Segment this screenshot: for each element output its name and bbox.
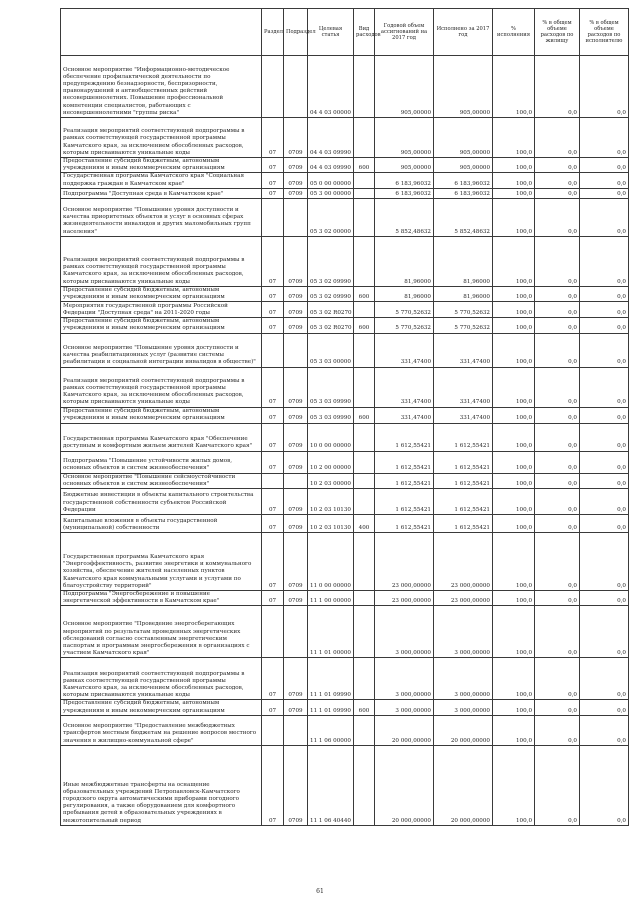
row-expense-type-cell — [354, 658, 375, 700]
row-share-executor-cell: 0,0 — [580, 236, 629, 286]
row-podrazdel-cell: 0709 — [284, 591, 308, 606]
row-expense-type-cell — [354, 56, 375, 118]
row-share-total-cell: 0,0 — [535, 407, 580, 423]
row-razdel-cell — [262, 198, 284, 236]
row-share-executor-cell: 0,0 — [580, 515, 629, 533]
row-name-cell: Предоставление субсидий бюджетным, автономным учреждениям и иным некоммерческим организациям — [61, 286, 262, 301]
row-plan-cell: 6 183,96032 — [375, 173, 434, 188]
row-plan-cell: 905,00000 — [375, 118, 434, 158]
row-target-article-cell: 10 2 00 00000 — [308, 451, 354, 473]
row-target-article-cell: 11 1 01 09990 — [308, 700, 354, 715]
row-name-cell: Основное мероприятие "Предоставление межбюджетных трансфертов местным бюджетам на решение вопросов местного значения в жилищно-коммунальной сфере" — [61, 715, 262, 745]
row-share-executor-cell: 0,0 — [580, 700, 629, 715]
table-row — [61, 56, 629, 118]
row-podrazdel-cell: 0709 — [284, 700, 308, 715]
row-share-total-cell: 0,0 — [535, 286, 580, 301]
row-percent-cell: 100,0 — [493, 367, 535, 407]
row-executed-cell: 3 000,00000 — [434, 658, 493, 700]
row-expense-type-cell: 400 — [354, 515, 375, 533]
row-plan-cell: 3 000,00000 — [375, 700, 434, 715]
row-target-article-cell: 11 1 06 40440 — [308, 745, 354, 825]
row-plan-cell: 6 183,96032 — [375, 188, 434, 198]
row-percent-cell: 100,0 — [493, 198, 535, 236]
row-razdel-cell: 07 — [262, 318, 284, 333]
row-podrazdel-cell: 0709 — [284, 302, 308, 318]
row-percent-cell: 100,0 — [493, 173, 535, 188]
row-share-executor-cell: 0,0 — [580, 715, 629, 745]
row-name-cell: Подпрограмма "Доступная среда в Камчатском крае" — [61, 188, 262, 198]
row-plan-cell: 905,00000 — [375, 158, 434, 173]
row-share-total-cell: 0,0 — [535, 606, 580, 658]
row-share-total-cell: 0,0 — [535, 515, 580, 533]
row-podrazdel-cell: 0709 — [284, 407, 308, 423]
row-share-executor-cell: 0,0 — [580, 118, 629, 158]
row-plan-cell: 81,96000 — [375, 286, 434, 301]
row-razdel-cell: 07 — [262, 407, 284, 423]
row-expense-type-cell — [354, 173, 375, 188]
row-target-article-cell: 10 0 00 00000 — [308, 423, 354, 451]
row-podrazdel-cell: 0709 — [284, 451, 308, 473]
row-expense-type-cell — [354, 533, 375, 591]
row-podrazdel-cell — [284, 473, 308, 488]
row-percent-cell: 100,0 — [493, 423, 535, 451]
row-razdel-cell: 07 — [262, 423, 284, 451]
row-share-total-cell: 0,0 — [535, 715, 580, 745]
row-share-total-cell: 0,0 — [535, 533, 580, 591]
row-percent-cell: 100,0 — [493, 407, 535, 423]
header-razdel: Раздел — [262, 9, 284, 56]
table-row — [61, 515, 629, 533]
row-plan-cell: 5 770,52632 — [375, 318, 434, 333]
row-razdel-cell: 07 — [262, 236, 284, 286]
row-percent-cell: 100,0 — [493, 658, 535, 700]
row-target-article-cell: 11 1 01 09990 — [308, 658, 354, 700]
row-razdel-cell: 07 — [262, 533, 284, 591]
row-executed-cell: 5 852,48632 — [434, 198, 493, 236]
row-share-total-cell: 0,0 — [535, 473, 580, 488]
row-name-cell: Основное мероприятие "Повышение уровня доступности и качества реабилитационных услуг (развитие системы реабилитации и социальной интеграции инвалидов в обществе)" — [61, 333, 262, 367]
row-razdel-cell: 07 — [262, 745, 284, 825]
row-plan-cell: 1 612,55421 — [375, 515, 434, 533]
row-target-article-cell: 10 2 03 00000 — [308, 473, 354, 488]
row-target-article-cell: 10 2 03 10130 — [308, 515, 354, 533]
row-name-cell: Предоставление субсидий бюджетным, автономным учреждениям и иным некоммерческим организациям — [61, 158, 262, 173]
row-podrazdel-cell: 0709 — [284, 118, 308, 158]
table-row — [61, 302, 629, 318]
row-podrazdel-cell: 0709 — [284, 173, 308, 188]
row-executed-cell: 3 000,00000 — [434, 700, 493, 715]
row-share-executor-cell: 0,0 — [580, 56, 629, 118]
row-plan-cell: 1 612,55421 — [375, 473, 434, 488]
row-share-total-cell: 0,0 — [535, 56, 580, 118]
row-name-cell: Мероприятия государственной программы Российской Федерации "Доступная среда" на 2011-2020 годы — [61, 302, 262, 318]
row-executed-cell: 81,96000 — [434, 236, 493, 286]
row-podrazdel-cell — [284, 606, 308, 658]
table-row — [61, 333, 629, 367]
row-name-cell: Реализация мероприятий соответствующей подпрограммы в рамках соответствующей государственной программы Камчатского края, за исключением обособленных расходов, которым присваиваются уникальные коды — [61, 367, 262, 407]
row-share-total-cell: 0,0 — [535, 173, 580, 188]
row-share-executor-cell: 0,0 — [580, 302, 629, 318]
row-name-cell: Государственная программа Камчатского края "Обеспечение доступным и комфортным жильем жителей Камчатского края" — [61, 423, 262, 451]
header-target-article: Целевая статья — [308, 9, 354, 56]
row-name-cell: Основное мероприятие "Повышение уровня доступности и качества приоритетных объектов и услуг в основных сферах жизнедеятельности инвалидов и других маломобильных групп населения" — [61, 198, 262, 236]
row-podrazdel-cell: 0709 — [284, 533, 308, 591]
row-plan-cell: 1 612,55421 — [375, 451, 434, 473]
row-share-total-cell: 0,0 — [535, 451, 580, 473]
row-executed-cell: 331,47400 — [434, 333, 493, 367]
row-podrazdel-cell: 0709 — [284, 286, 308, 301]
row-name-cell: Подпрограмма "Энергосбережение и повышение энергетической эффективности в Камчатском крае" — [61, 591, 262, 606]
row-expense-type-cell — [354, 198, 375, 236]
header-annual-plan: Годовой объем ассигнований на 2017 год — [375, 9, 434, 56]
row-expense-type-cell — [354, 591, 375, 606]
row-name-cell: Предоставление субсидий бюджетным, автономным учреждениям и иным некоммерческим организациям — [61, 407, 262, 423]
row-share-executor-cell: 0,0 — [580, 658, 629, 700]
row-share-total-cell: 0,0 — [535, 367, 580, 407]
row-percent-cell: 100,0 — [493, 286, 535, 301]
row-razdel-cell: 07 — [262, 591, 284, 606]
row-name-cell: Капитальные вложения в объекты государственной (муниципальной) собственности — [61, 515, 262, 533]
row-share-total-cell: 0,0 — [535, 158, 580, 173]
row-share-executor-cell: 0,0 — [580, 407, 629, 423]
row-target-article-cell: 05 3 02 09990 — [308, 236, 354, 286]
row-podrazdel-cell: 0709 — [284, 188, 308, 198]
row-target-article-cell: 05 3 02 R0270 — [308, 318, 354, 333]
row-share-total-cell: 0,0 — [535, 302, 580, 318]
row-share-executor-cell: 0,0 — [580, 606, 629, 658]
table-row — [61, 591, 629, 606]
row-podrazdel-cell: 0709 — [284, 236, 308, 286]
row-percent-cell: 100,0 — [493, 333, 535, 367]
row-expense-type-cell: 600 — [354, 407, 375, 423]
row-share-executor-cell: 0,0 — [580, 286, 629, 301]
row-share-executor-cell: 0,0 — [580, 333, 629, 367]
row-plan-cell: 23 000,00000 — [375, 591, 434, 606]
row-target-article-cell: 11 1 01 00000 — [308, 606, 354, 658]
header-share-executor: % в общем объеме расходов по исполнителю — [580, 9, 629, 56]
row-executed-cell: 5 770,52632 — [434, 318, 493, 333]
row-expense-type-cell — [354, 236, 375, 286]
table-row — [61, 745, 629, 825]
row-executed-cell: 1 612,55421 — [434, 473, 493, 488]
row-name-cell: Бюджетные инвестиции в объекты капитального строительства государственной собственности субъектов Российской Федерации — [61, 489, 262, 515]
row-target-article-cell: 10 2 03 10130 — [308, 489, 354, 515]
table-row — [61, 451, 629, 473]
row-share-executor-cell: 0,0 — [580, 423, 629, 451]
row-share-executor-cell: 0,0 — [580, 533, 629, 591]
row-target-article-cell: 05 3 03 00000 — [308, 333, 354, 367]
row-executed-cell: 23 000,00000 — [434, 591, 493, 606]
row-percent-cell: 100,0 — [493, 451, 535, 473]
row-expense-type-cell — [354, 302, 375, 318]
row-razdel-cell: 07 — [262, 489, 284, 515]
row-target-article-cell: 05 3 02 09990 — [308, 286, 354, 301]
row-percent-cell: 100,0 — [493, 318, 535, 333]
table-row — [61, 173, 629, 188]
row-name-cell: Реализация мероприятий соответствующей подпрограммы в рамках соответствующей государственной программы Камчатского края, за исключением обособленных расходов, которым присваиваются уникальные коды — [61, 118, 262, 158]
row-name-cell: Государственная программа Камчатского края "Социальная поддержка граждан в Камчатском крае" — [61, 173, 262, 188]
row-share-executor-cell: 0,0 — [580, 473, 629, 488]
row-plan-cell: 5 852,48632 — [375, 198, 434, 236]
row-executed-cell: 1 612,55421 — [434, 423, 493, 451]
row-expense-type-cell — [354, 606, 375, 658]
row-podrazdel-cell: 0709 — [284, 658, 308, 700]
row-share-executor-cell: 0,0 — [580, 367, 629, 407]
table-row — [61, 407, 629, 423]
row-share-executor-cell: 0,0 — [580, 489, 629, 515]
row-razdel-cell: 07 — [262, 700, 284, 715]
row-plan-cell: 331,47400 — [375, 367, 434, 407]
row-share-total-cell: 0,0 — [535, 318, 580, 333]
row-razdel-cell — [262, 333, 284, 367]
row-razdel-cell: 07 — [262, 658, 284, 700]
row-razdel-cell: 07 — [262, 173, 284, 188]
row-share-total-cell: 0,0 — [535, 236, 580, 286]
row-target-article-cell: 04 4 03 09990 — [308, 118, 354, 158]
row-share-total-cell: 0,0 — [535, 118, 580, 158]
row-podrazdel-cell: 0709 — [284, 745, 308, 825]
row-podrazdel-cell: 0709 — [284, 318, 308, 333]
row-share-executor-cell: 0,0 — [580, 451, 629, 473]
row-expense-type-cell — [354, 473, 375, 488]
row-razdel-cell: 07 — [262, 118, 284, 158]
row-share-total-cell: 0,0 — [535, 333, 580, 367]
row-executed-cell: 3 000,00000 — [434, 606, 493, 658]
row-name-cell: Основное мероприятие "Проведение энергосберегающих мероприятий по результатам проведенных энергетических обследований согласно составленным энергетическим паспортам и программам энергосбережения в организациях с участием Камчатского края" — [61, 606, 262, 658]
row-name-cell: Основное мероприятие "Информационно-методическое обеспечение профилактической деятельности по предупреждению безнадзорности, беспризорности, правонарушений и антиобщественных действий несовершеннолетних. Повышение профессиональной компетенции специалистов, работающих с несовершеннолетними "группы риска" — [61, 56, 262, 118]
row-expense-type-cell — [354, 188, 375, 198]
row-share-executor-cell: 0,0 — [580, 198, 629, 236]
budget-table — [60, 8, 629, 826]
row-expense-type-cell — [354, 423, 375, 451]
row-share-executor-cell: 0,0 — [580, 745, 629, 825]
row-percent-cell: 100,0 — [493, 236, 535, 286]
row-expense-type-cell — [354, 333, 375, 367]
row-razdel-cell: 07 — [262, 188, 284, 198]
row-podrazdel-cell — [284, 333, 308, 367]
row-razdel-cell — [262, 715, 284, 745]
row-expense-type-cell — [354, 745, 375, 825]
header-percent: % исполнения — [493, 9, 535, 56]
row-podrazdel-cell: 0709 — [284, 158, 308, 173]
row-name-cell: Предоставление субсидий бюджетным, автономным учреждениям и иным некоммерческим организациям — [61, 700, 262, 715]
row-expense-type-cell — [354, 715, 375, 745]
row-executed-cell: 1 612,55421 — [434, 451, 493, 473]
row-podrazdel-cell: 0709 — [284, 423, 308, 451]
row-share-total-cell: 0,0 — [535, 423, 580, 451]
row-razdel-cell: 07 — [262, 451, 284, 473]
row-expense-type-cell — [354, 118, 375, 158]
row-razdel-cell — [262, 473, 284, 488]
row-plan-cell: 1 612,55421 — [375, 489, 434, 515]
row-plan-cell: 20 000,00000 — [375, 745, 434, 825]
row-razdel-cell: 07 — [262, 158, 284, 173]
row-plan-cell: 23 000,00000 — [375, 533, 434, 591]
row-name-cell: Реализация мероприятий соответствующей подпрограммы в рамках соответствующей государственной программы Камчатского края, за исключением обособленных расходов, которым присваиваются уникальные коды — [61, 236, 262, 286]
row-podrazdel-cell — [284, 198, 308, 236]
row-razdel-cell: 07 — [262, 286, 284, 301]
row-target-article-cell: 05 3 03 09990 — [308, 407, 354, 423]
row-share-total-cell: 0,0 — [535, 745, 580, 825]
row-razdel-cell — [262, 56, 284, 118]
row-name-cell: Основное мероприятие "Повышение сейсмоустойчивости основных объектов и систем жизнеобеспечения" — [61, 473, 262, 488]
row-percent-cell: 100,0 — [493, 489, 535, 515]
row-share-total-cell: 0,0 — [535, 658, 580, 700]
row-target-article-cell: 04 4 03 00000 — [308, 56, 354, 118]
table-row — [61, 158, 629, 173]
row-executed-cell: 905,00000 — [434, 158, 493, 173]
row-target-article-cell: 05 3 00 00000 — [308, 188, 354, 198]
row-expense-type-cell: 600 — [354, 318, 375, 333]
row-percent-cell: 100,0 — [493, 188, 535, 198]
row-percent-cell: 100,0 — [493, 533, 535, 591]
row-share-total-cell: 0,0 — [535, 591, 580, 606]
row-percent-cell: 100,0 — [493, 715, 535, 745]
header-expense-type: Вид расходов — [354, 9, 375, 56]
row-podrazdel-cell: 0709 — [284, 489, 308, 515]
row-executed-cell: 6 183,96032 — [434, 188, 493, 198]
row-name-cell: Подпрограмма "Повышение устойчивости жилых домов, основных объектов и систем жизнеобеспечения" — [61, 451, 262, 473]
row-plan-cell: 1 612,55421 — [375, 423, 434, 451]
row-percent-cell: 100,0 — [493, 56, 535, 118]
row-executed-cell: 331,47400 — [434, 367, 493, 407]
row-executed-cell: 1 612,55421 — [434, 489, 493, 515]
row-percent-cell: 100,0 — [493, 515, 535, 533]
row-podrazdel-cell: 0709 — [284, 367, 308, 407]
row-target-article-cell: 05 3 03 09990 — [308, 367, 354, 407]
row-name-cell: Государственная программа Камчатского края "Энергоэффективность, развитие энергетики и коммунального хозяйства, обеспечение жителей населенных пунктов Камчатского края коммунальными услугами и услугами по благоустройству территорий" — [61, 533, 262, 591]
header-share-total: % в общем объеме расходов по жилищу — [535, 9, 580, 56]
table-row — [61, 236, 629, 286]
row-percent-cell: 100,0 — [493, 591, 535, 606]
row-executed-cell: 1 612,55421 — [434, 515, 493, 533]
row-percent-cell: 100,0 — [493, 745, 535, 825]
row-share-executor-cell: 0,0 — [580, 173, 629, 188]
row-expense-type-cell — [354, 367, 375, 407]
row-name-cell: Реализация мероприятий соответствующей подпрограммы в рамках соответствующей государственной программы Камчатского края, за исключением обособленных расходов, которым присваиваются уникальные коды — [61, 658, 262, 700]
row-razdel-cell: 07 — [262, 515, 284, 533]
row-executed-cell: 23 000,00000 — [434, 533, 493, 591]
table-row — [61, 286, 629, 301]
table-row — [61, 318, 629, 333]
table-row — [61, 489, 629, 515]
row-plan-cell: 331,47400 — [375, 407, 434, 423]
table-row — [61, 118, 629, 158]
row-share-executor-cell: 0,0 — [580, 158, 629, 173]
row-plan-cell: 3 000,00000 — [375, 658, 434, 700]
row-plan-cell: 5 770,52632 — [375, 302, 434, 318]
row-share-executor-cell: 0,0 — [580, 318, 629, 333]
row-target-article-cell: 05 3 02 00000 — [308, 198, 354, 236]
row-executed-cell: 20 000,00000 — [434, 715, 493, 745]
row-name-cell: Предоставление субсидий бюджетным, автономным учреждениям и иным некоммерческим организациям — [61, 318, 262, 333]
table-row — [61, 198, 629, 236]
row-executed-cell: 905,00000 — [434, 118, 493, 158]
row-podrazdel-cell: 0709 — [284, 515, 308, 533]
table-row — [61, 188, 629, 198]
header-executed: Исполнено за 2017 год — [434, 9, 493, 56]
row-percent-cell: 100,0 — [493, 700, 535, 715]
budget-table-body — [61, 56, 629, 826]
row-name-cell: Иные межбюджетные трансферты на оснащение образовательных учреждений Петропавловск-Камчатского городского округа автоматическими приборами погодного регулирования, а также оборудованием для комфортного пребывания детей в образовательных учреждениях в межотопительный период — [61, 745, 262, 825]
row-executed-cell: 331,47400 — [434, 407, 493, 423]
row-podrazdel-cell — [284, 56, 308, 118]
row-share-executor-cell: 0,0 — [580, 188, 629, 198]
table-row — [61, 715, 629, 745]
row-executed-cell: 6 183,96032 — [434, 173, 493, 188]
row-razdel-cell: 07 — [262, 367, 284, 407]
row-razdel-cell: 07 — [262, 302, 284, 318]
header-row — [61, 9, 629, 56]
row-executed-cell: 81,96000 — [434, 286, 493, 301]
row-executed-cell: 20 000,00000 — [434, 745, 493, 825]
row-percent-cell: 100,0 — [493, 118, 535, 158]
row-target-article-cell: 11 1 00 00000 — [308, 591, 354, 606]
row-expense-type-cell — [354, 489, 375, 515]
header-name — [61, 9, 262, 56]
row-plan-cell: 3 000,00000 — [375, 606, 434, 658]
row-percent-cell: 100,0 — [493, 473, 535, 488]
row-percent-cell: 100,0 — [493, 158, 535, 173]
row-target-article-cell: 04 4 03 09990 — [308, 158, 354, 173]
row-expense-type-cell: 600 — [354, 286, 375, 301]
table-row — [61, 700, 629, 715]
row-target-article-cell: 11 1 06 00000 — [308, 715, 354, 745]
row-target-article-cell: 11 0 00 00000 — [308, 533, 354, 591]
table-row — [61, 423, 629, 451]
table-row — [61, 473, 629, 488]
row-plan-cell: 905,00000 — [375, 56, 434, 118]
row-razdel-cell — [262, 606, 284, 658]
row-target-article-cell: 05 3 02 R0270 — [308, 302, 354, 318]
table-row — [61, 367, 629, 407]
row-expense-type-cell: 600 — [354, 700, 375, 715]
row-executed-cell: 905,00000 — [434, 56, 493, 118]
page-number: 61 — [316, 888, 324, 895]
table-row — [61, 533, 629, 591]
row-share-executor-cell: 0,0 — [580, 591, 629, 606]
row-expense-type-cell: 600 — [354, 158, 375, 173]
row-plan-cell: 20 000,00000 — [375, 715, 434, 745]
row-share-total-cell: 0,0 — [535, 198, 580, 236]
row-executed-cell: 5 770,52632 — [434, 302, 493, 318]
row-target-article-cell: 05 0 00 00000 — [308, 173, 354, 188]
table-row — [61, 658, 629, 700]
table-row — [61, 606, 629, 658]
row-podrazdel-cell — [284, 715, 308, 745]
row-share-total-cell: 0,0 — [535, 188, 580, 198]
header-podrazdel: Подраздел — [284, 9, 308, 56]
row-percent-cell: 100,0 — [493, 606, 535, 658]
row-expense-type-cell — [354, 451, 375, 473]
row-share-total-cell: 0,0 — [535, 700, 580, 715]
row-plan-cell: 81,96000 — [375, 236, 434, 286]
row-plan-cell: 331,47400 — [375, 333, 434, 367]
row-share-total-cell: 0,0 — [535, 489, 580, 515]
row-percent-cell: 100,0 — [493, 302, 535, 318]
